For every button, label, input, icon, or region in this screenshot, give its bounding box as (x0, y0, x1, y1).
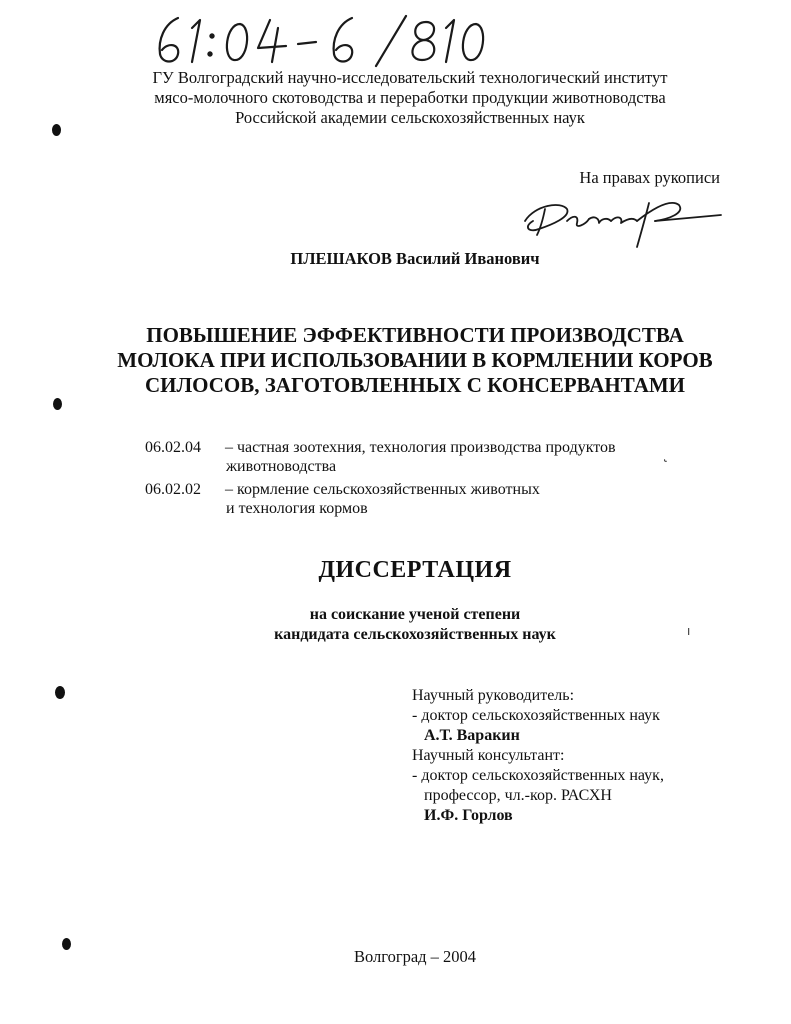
scan-mark (53, 398, 62, 410)
specialty-item (145, 438, 616, 476)
scan-speck: ˛ (662, 448, 668, 462)
consultant-title: - доктор сельскохозяйственных наук, (412, 767, 664, 784)
specialty-code: 06.02.02 (145, 481, 201, 498)
dissertation-title (60, 323, 770, 398)
advisor-label: Научный руководитель: (412, 687, 575, 704)
specialty-description: – кормление сельскохозяйственных животных (225, 481, 540, 498)
scan-mark (55, 686, 65, 699)
consultant-label: Научный консультант: (412, 747, 565, 764)
degree-line-2: кандидата сельскохозяйственных наук (274, 626, 556, 643)
signature-drawing (515, 185, 725, 255)
advisor-name: А.Т. Варакин (424, 727, 520, 744)
specialty-description: – частная зоотехния, технология производства продуктов (225, 439, 616, 456)
handwritten-signature (515, 185, 725, 255)
degree-line-1: на соискание ученой степени (309, 606, 521, 623)
handwritten-catalog-code (120, 10, 540, 70)
scan-speck: ˙ (663, 459, 669, 473)
handwritten-code-drawing (120, 10, 540, 70)
specialty-description-continued: животноводства (226, 458, 337, 475)
institution-line-2: мясо-молочного скотоводства и переработки продукции животноводства (154, 88, 666, 107)
consultant-name: И.Ф. Горлов (424, 807, 513, 824)
institution-line-1: ГУ Волгоградский научно-исследовательский технологический институт (152, 68, 668, 87)
specialty-item (145, 480, 540, 518)
advisor-title: - доктор сельскохозяйственных наук (412, 707, 660, 724)
supervisors-block (412, 686, 732, 826)
author-name: ПЛЕШАКОВ Василий Иванович (290, 249, 540, 268)
manuscript-rights-note: На правах рукописи (579, 168, 720, 187)
scan-mark (62, 938, 71, 950)
scan-speck: ı (687, 624, 691, 638)
institution-header (60, 68, 760, 128)
degree-statement (190, 605, 640, 645)
consultant-rank: профессор, чл.-кор. РАСХН (424, 787, 612, 804)
scan-mark (52, 124, 61, 136)
title-line-1: ПОВЫШЕНИЕ ЭФФЕКТИВНОСТИ ПРОИЗВОДСТВА (146, 323, 684, 347)
specialty-description-continued: и технология кормов (226, 500, 368, 517)
specialty-code: 06.02.04 (145, 439, 201, 456)
city-year: Волгоград – 2004 (353, 947, 477, 966)
title-line-2: МОЛОКА ПРИ ИСПОЛЬЗОВАНИИ В КОРМЛЕНИИ КОРОВ (117, 348, 713, 372)
title-line-3: СИЛОСОВ, ЗАГОТОВЛЕННЫХ С КОНСЕРВАНТАМИ (144, 373, 686, 397)
institution-line-3: Российской академии сельскохозяйственных наук (235, 108, 585, 127)
document-type-heading: ДИССЕРТАЦИЯ (318, 557, 512, 583)
